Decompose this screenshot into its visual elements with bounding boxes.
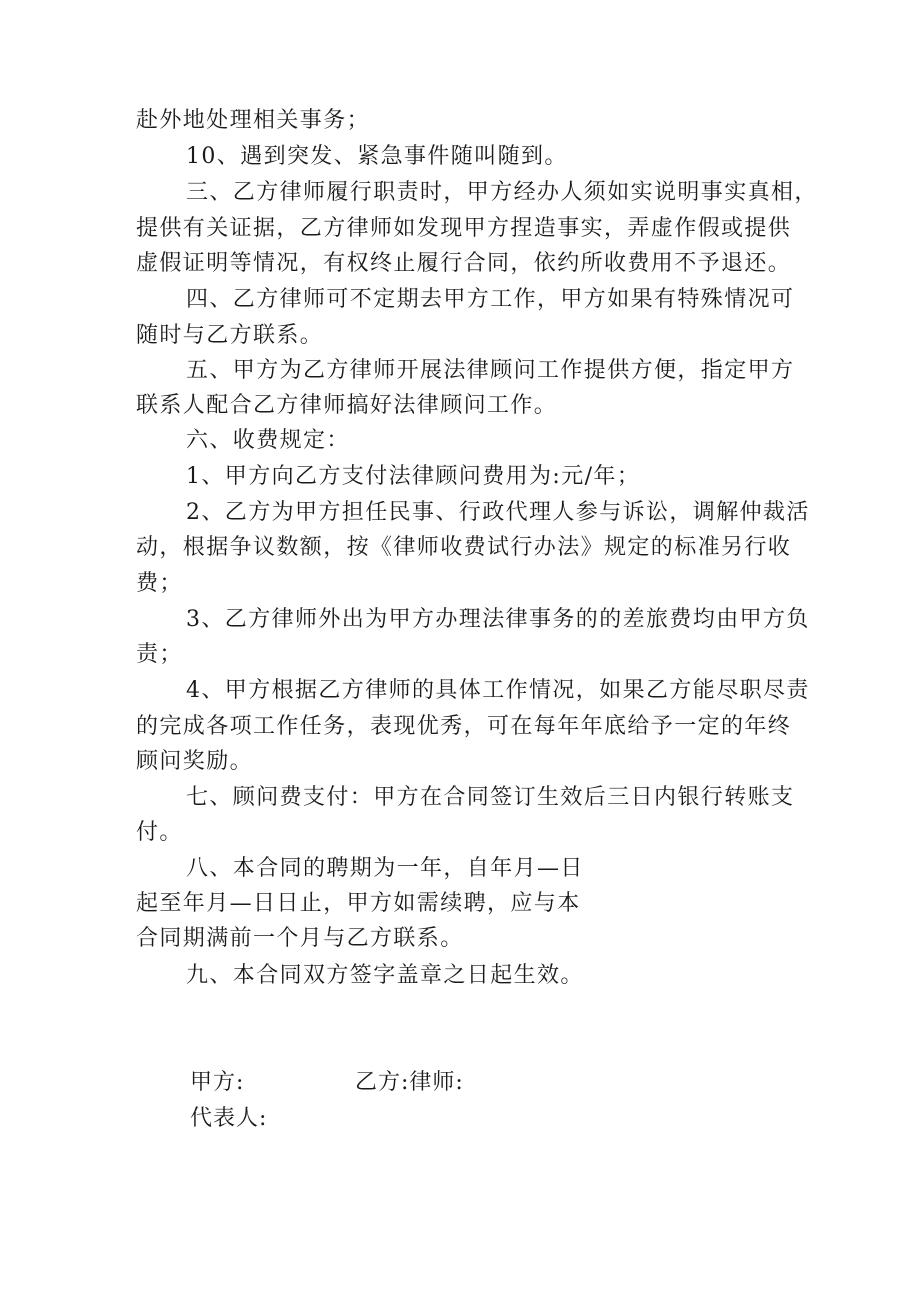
text-line: 五、甲方为乙方律师开展法律顾问工作提供方便，指定甲方 [186, 358, 795, 383]
text-line: 的完成各项工作任务，表现优秀，可在每年年底给予一定的年终 [136, 714, 792, 739]
representative-label: 代表人: [190, 1106, 268, 1131]
text-line: 费； [136, 571, 183, 596]
text-line: 七、顾问费支付：甲方在合同签订生效后三日内银行转账支 [186, 785, 795, 810]
text-line: 10、遇到突发、紧急事件随叫随到。 [186, 144, 568, 169]
text-line: 顾问奖励。 [136, 749, 254, 774]
text-line: 虚假证明等情况，有权终止履行合同，依约所收费用不予退还。 [136, 251, 792, 276]
text-line: 4、甲方根据乙方律师的具体工作情况，如果乙方能尽职尽责 [186, 678, 810, 703]
text-line: 合同期满前一个月与乙方联系。 [136, 926, 464, 951]
text-line: 1、甲方向乙方支付法律顾问费用为:元/年； [186, 464, 641, 489]
text-line: 九、本合同双方签字盖章之日起生效。 [186, 963, 584, 988]
text-line: 四、乙方律师可不定期去甲方工作，甲方如果有特殊情况可 [186, 287, 795, 312]
text-line: 联系人配合乙方律师搞好法律顾问工作。 [136, 393, 558, 418]
text-line: 动，根据争议数额，按《律师收费试行办法》规定的标准另行收 [136, 535, 792, 560]
text-line: 3、乙方律师外出为甲方办理法律事务的的差旅费均由甲方负 [186, 607, 810, 632]
text-line: 随时与乙方联系。 [136, 323, 324, 348]
text-line: 赴外地处理相关事务； [136, 108, 371, 133]
text-line: 八、本合同的聘期为一年，自年月—日 [186, 856, 584, 881]
text-line: 提供有关证据，乙方律师如发现甲方捏造事实，弄虚作假或提供 [136, 216, 792, 241]
text-line: 付。 [136, 820, 183, 845]
text-line: 责； [136, 642, 183, 667]
party-b-label: 乙方:律师: [355, 1070, 464, 1095]
text-line: 2、乙方为甲方担任民事、行政代理人参与诉讼，调解仲裁活 [186, 500, 810, 525]
text-line: 起至年月—日日止，甲方如需续聘，应与本 [136, 891, 581, 916]
text-line: 三、乙方律师履行职责时，甲方经办人须如实说明事实真相， [186, 180, 818, 205]
party-a-label: 甲方: [190, 1070, 245, 1095]
text-line: 六、收费规定： [186, 428, 350, 453]
